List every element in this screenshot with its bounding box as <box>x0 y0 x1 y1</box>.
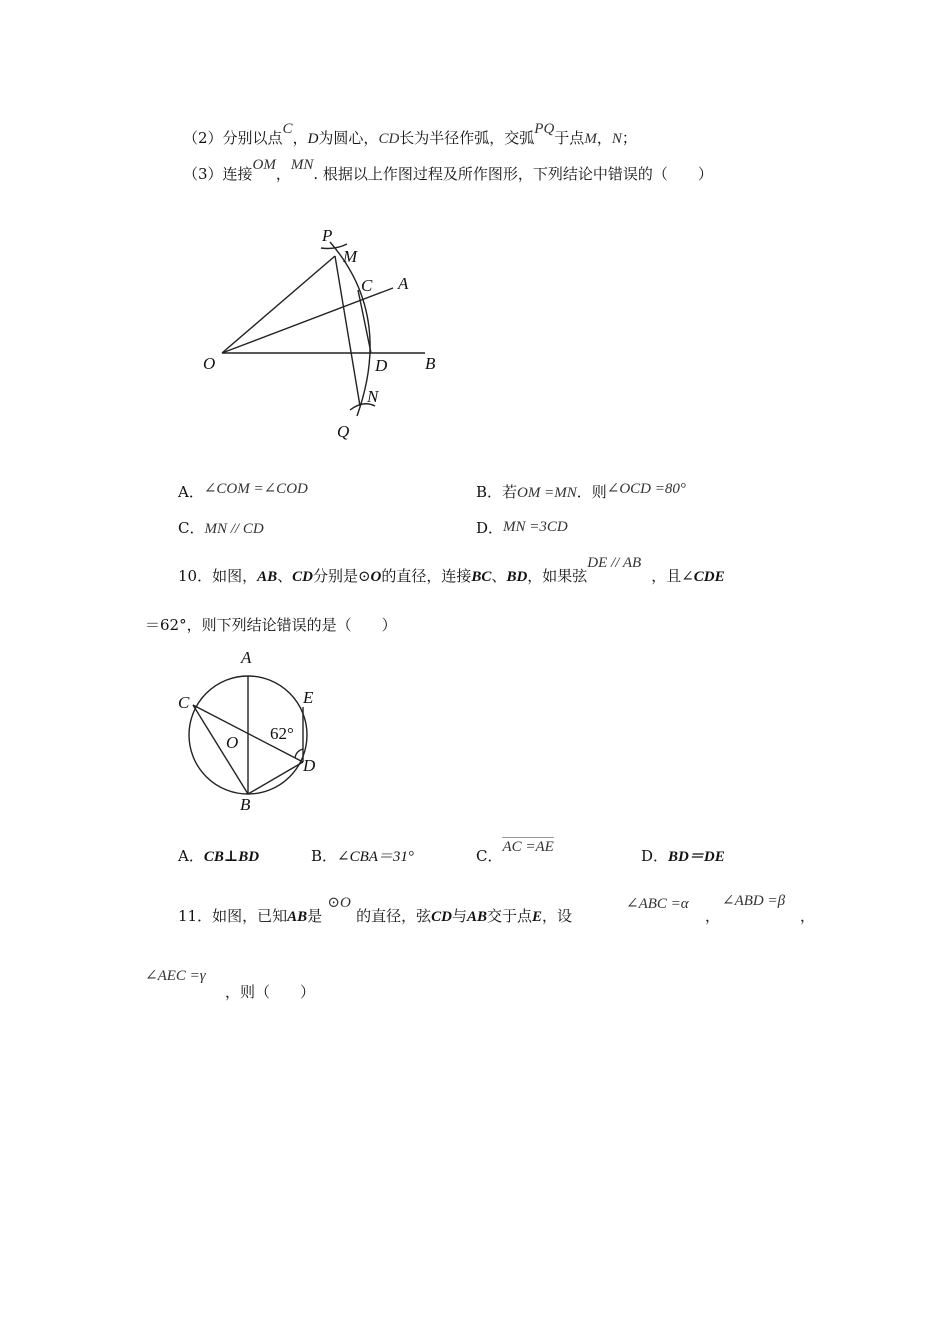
label-d: D <box>375 356 388 375</box>
q10-text3: ，如果弦 <box>527 567 588 585</box>
label-c: C <box>178 693 190 712</box>
step3-prefix: （3）连接 <box>183 165 253 183</box>
q10-option-c-expr: AC =AE <box>502 839 554 855</box>
label-n: N <box>367 387 379 406</box>
q9-option-a[interactable] <box>178 482 308 503</box>
q11-comma2: ， <box>800 907 816 925</box>
q11-end: ，则（ ） <box>225 983 316 1001</box>
label-q: Q <box>337 422 350 441</box>
label-b: B <box>425 354 436 373</box>
q10-ab: AB <box>257 569 278 585</box>
label-e: E <box>303 688 314 707</box>
q10-cde: CDE <box>693 569 725 585</box>
option-b-expr2: ∠OCD =80° <box>606 481 686 497</box>
circle-diameters-figure <box>170 645 350 815</box>
option-b-label: B．若 <box>476 483 518 501</box>
q10-line2: ＝62°，则下列结论错误的是（ ） <box>145 616 397 634</box>
label-m: M <box>343 247 358 266</box>
q11-e: E <box>532 909 543 925</box>
q10-option-c[interactable] <box>476 839 554 867</box>
q11-beta: ∠ABD =β <box>722 893 786 909</box>
q10-text2: 的直径，连接 <box>381 567 472 585</box>
q10-dun2: 、 <box>491 567 507 585</box>
step2-sep2: ， <box>596 129 612 147</box>
step3-mn: MN <box>290 157 314 173</box>
step2-text1: 为圆心， <box>318 129 379 147</box>
step3-sep: ， <box>275 165 291 183</box>
q10-option-a[interactable] <box>178 846 259 867</box>
step2-prefix: （2）分别以点 <box>183 129 283 147</box>
q10-option-d-label: D． <box>641 847 669 865</box>
q10-option-c-label: C． <box>476 847 503 865</box>
q10-dun: 、 <box>277 567 293 585</box>
q10-o: O <box>370 569 382 585</box>
label-d: D <box>303 756 316 775</box>
label-p: P <box>322 226 333 245</box>
q11-text3: 与 <box>451 907 467 925</box>
step2-cd: CD <box>378 131 400 147</box>
q11-ab: AB <box>287 909 308 925</box>
step2-pq: PQ <box>534 121 555 137</box>
chord-cb <box>193 705 248 794</box>
q11-stem-line1 <box>178 895 573 927</box>
q11-text5: ，设 <box>542 907 573 925</box>
q10-option-b-label: B． <box>311 847 338 865</box>
q11-circle: ⊙O <box>327 895 351 911</box>
label-a: A <box>398 274 409 293</box>
q10-text1: 分别是⊙ <box>312 567 371 585</box>
q10-text4: ，且∠ <box>651 567 694 585</box>
q9-option-c[interactable] <box>178 518 264 539</box>
angle-62-label: 62° <box>270 724 294 743</box>
angle-mark <box>295 749 303 758</box>
q10-cd: CD <box>292 569 313 585</box>
option-a-expr: ∠COM =∠COD <box>203 481 308 497</box>
chord-bd <box>248 762 303 794</box>
q11-text4: 交于点 <box>487 907 533 925</box>
q10-number: 10．如图， <box>178 567 258 585</box>
step2-text2: 长为半径作弧，交弧 <box>399 129 535 147</box>
q10-option-d[interactable] <box>641 846 725 867</box>
q9-option-b[interactable] <box>476 482 686 503</box>
step2-m: M <box>584 131 597 147</box>
step3-line <box>183 157 713 185</box>
step3-om: OM <box>252 157 276 173</box>
q10-option-a-label: A． <box>178 847 204 865</box>
angle-construction-figure <box>195 220 455 460</box>
q11-text2: 的直径，弦 <box>356 907 432 925</box>
step2-point-c: C <box>282 121 293 137</box>
q10-stem-line2 <box>145 615 397 635</box>
option-b-expr1: OM =MN <box>517 485 577 501</box>
step2-line <box>183 121 637 149</box>
option-b-mid: ．则 <box>576 483 607 501</box>
q11-number: 11．如图，已知 <box>178 907 288 925</box>
q10-de-ab: DE // AB <box>587 555 642 571</box>
label-o: O <box>226 733 239 752</box>
segment-om <box>222 256 335 353</box>
step2-n: N <box>611 131 622 147</box>
q11-ab2: AB <box>467 909 488 925</box>
q11-comma1: ， <box>705 907 721 925</box>
step2-sep: ， <box>292 129 308 147</box>
q10-bd: BD <box>506 569 528 585</box>
option-c-expr: MN // CD <box>204 521 264 537</box>
q10-option-d-expr: BD＝DE <box>668 849 725 865</box>
option-c-label: C． <box>178 519 205 537</box>
step3-text: . 根据以上作图过程及所作图形，下列结论中错误的（ ） <box>313 165 713 183</box>
step2-text3: 于点 <box>554 129 585 147</box>
q10-option-b[interactable] <box>311 846 414 867</box>
segment-mn <box>335 256 360 406</box>
option-d-label: D． <box>476 519 504 537</box>
q11-alpha: ∠ABC =α <box>626 896 689 912</box>
step2-point-d: D <box>307 131 319 147</box>
q11-text1: 是 <box>307 907 323 925</box>
label-a: A <box>241 648 252 667</box>
q11-gamma: ∠AEC =γ <box>145 968 206 984</box>
option-d-expr: MN =3CD <box>503 519 568 535</box>
step2-end: ； <box>621 129 637 147</box>
q10-option-a-expr: CB⊥BD <box>203 849 260 865</box>
q11-cd: CD <box>431 909 452 925</box>
label-b: B <box>240 795 251 814</box>
arc-pq <box>330 242 370 416</box>
option-a-label: A． <box>178 483 204 501</box>
q10-bc: BC <box>471 569 492 585</box>
q9-option-d[interactable] <box>476 518 568 539</box>
q10-stem-line1 <box>178 555 725 587</box>
q10-option-b-expr: ∠CBA＝31° <box>337 849 414 865</box>
label-c: C <box>361 276 373 295</box>
label-o: O <box>203 354 216 373</box>
